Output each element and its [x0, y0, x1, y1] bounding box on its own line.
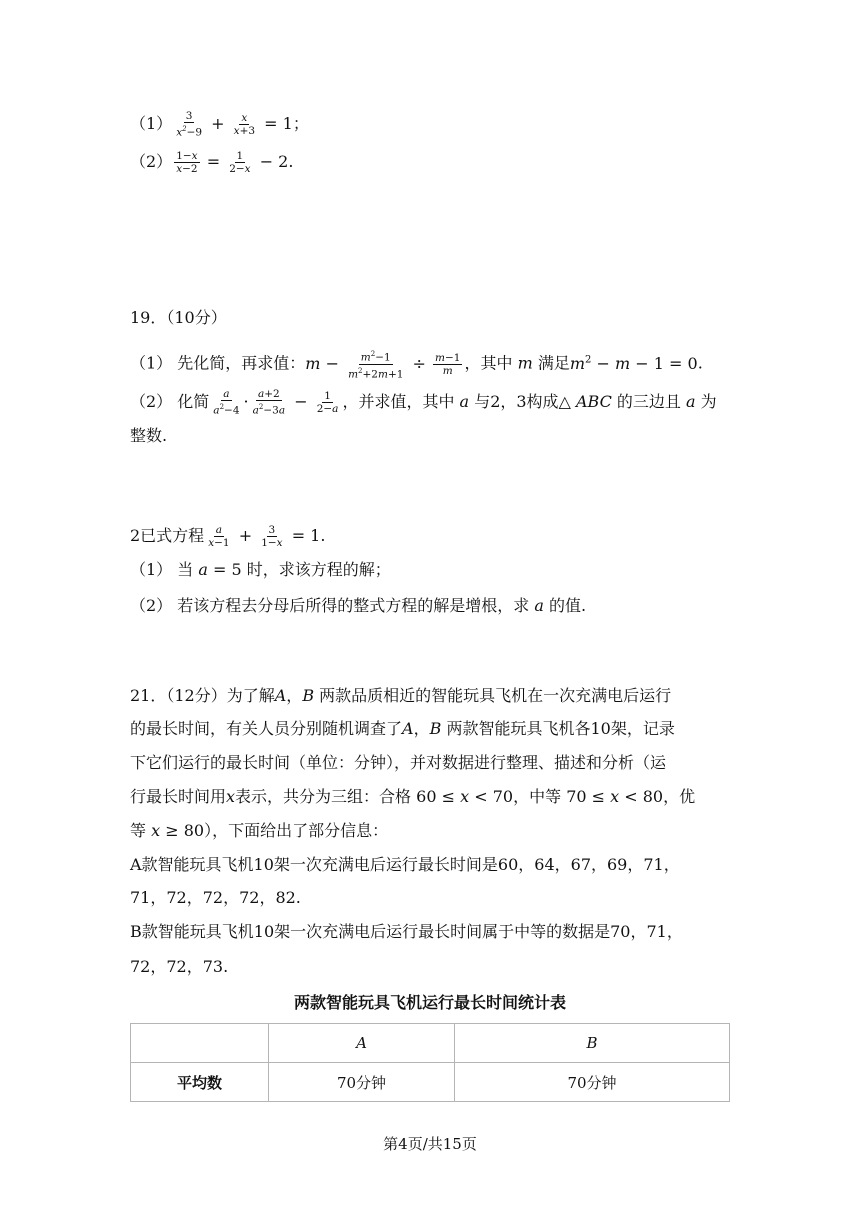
q21-line2: 的最长时间，有关人员分别随机调查了A，B 两款智能玩具飞机各10架，记录 — [130, 719, 675, 738]
page-footer: 第4页/共15页 — [383, 1135, 477, 1153]
table-cell-a: 70分钟 — [269, 1063, 455, 1102]
stats-table — [130, 1023, 730, 1102]
q19-p2-expression: $\frac{a}{a^2-4}$ · $\frac{a+2}{a^2-3a}$ − $\frac{1}{2-a}$ — [213, 388, 339, 417]
table-corner-cell — [131, 1024, 269, 1063]
table-title: 两款智能玩具飞机运行最长时间统计表 — [293, 993, 566, 1012]
q19-p1-condition: $m^2 - m - 1 = 0$ — [569, 353, 698, 373]
q18-p1-equation: $\frac{3}{x^2-9}$ + $\frac{x}{x+3}$ = 1 — [176, 110, 293, 139]
table-header-b: B — [455, 1024, 730, 1063]
q19-header: 19．（10分） — [130, 308, 227, 327]
q21-line7: 71，72，72，72，82. — [130, 888, 301, 907]
q18-p1-label: （1） — [130, 113, 173, 133]
q18-part2 — [130, 150, 732, 175]
q19-part2: （2） 化简 $\frac{a}{a^2-4}$ · $\frac{a+2}{a^2-3a}$ − $\frac{1}{2-a}$ ，并求值，其中 a 与2，3构成△ ABC 的三边且 a 为 — [130, 388, 717, 417]
q20-statement: 2已式方程 $\frac{a}{x-1}$ + $\frac{3}{1-x}$ = 1. — [130, 524, 326, 549]
q19-part1: （1） 先化简，再求值：m − $\frac{m^2-1}{m^2+2m+1}$ ÷ $\frac{m-1}{m}$ ，其中 m 满足$m^2 - m - 1 = 0$. — [130, 350, 703, 380]
q21-line9-text: 72，72，73. — [130, 957, 229, 976]
q18-p2-label: （2） — [130, 152, 173, 171]
q18-p1-tail: ； — [292, 113, 309, 133]
table-header-a: A — [269, 1024, 455, 1063]
q20-part2: （2） 若该方程去分母后所得的整式方程的解是增根，求 a 的值. — [130, 596, 587, 615]
q21-line6: A款智能玩具飞机10架一次充满电后运行最长时间是60，64，67，69，71， — [130, 855, 680, 874]
q18-p2-equation: $\frac{1-x}{x-2}$ = $\frac{1}{2-x}$ − 2 — [176, 150, 289, 175]
q19-p1-expression: m − $\frac{m^2-1}{m^2+2m+1}$ ÷ $\frac{m-1}{m}$ — [305, 350, 461, 380]
table-row-label: 平均数 — [131, 1063, 269, 1102]
q19-part2-continued: 整数. — [130, 426, 168, 445]
table-header-row — [131, 1024, 730, 1063]
q21-line8: B款智能玩具飞机10架一次充满电后运行最长时间属于中等的数据是70，71， — [130, 922, 683, 941]
q20-part1: （1） 当 a = 5 时，求该方程的解； — [130, 560, 391, 579]
q21-line5: 等 x ≥ 80），下面给出了部分信息： — [130, 821, 389, 840]
q21-line3: 下它们运行的最长时间（单位：分钟），并对数据进行整理、描述和分析（运 — [130, 753, 667, 772]
q18-p2-tail: . — [288, 152, 294, 171]
q20-equation: $\frac{a}{x-1}$ + $\frac{3}{1-x}$ = 1 — [208, 524, 321, 549]
table-cell-b: 70分钟 — [455, 1063, 730, 1102]
q18-part1 — [130, 110, 732, 139]
table-row — [131, 1063, 730, 1102]
q21-line1: 21．（12分）为了解A，B 两款品质相近的智能玩具飞机在一次充满电后运行 — [130, 686, 672, 705]
q21-line4: 行最长时间用x表示，共分为三组：合格 60 ≤ x < 70，中等 70 ≤ x < 80，优 — [130, 787, 696, 806]
